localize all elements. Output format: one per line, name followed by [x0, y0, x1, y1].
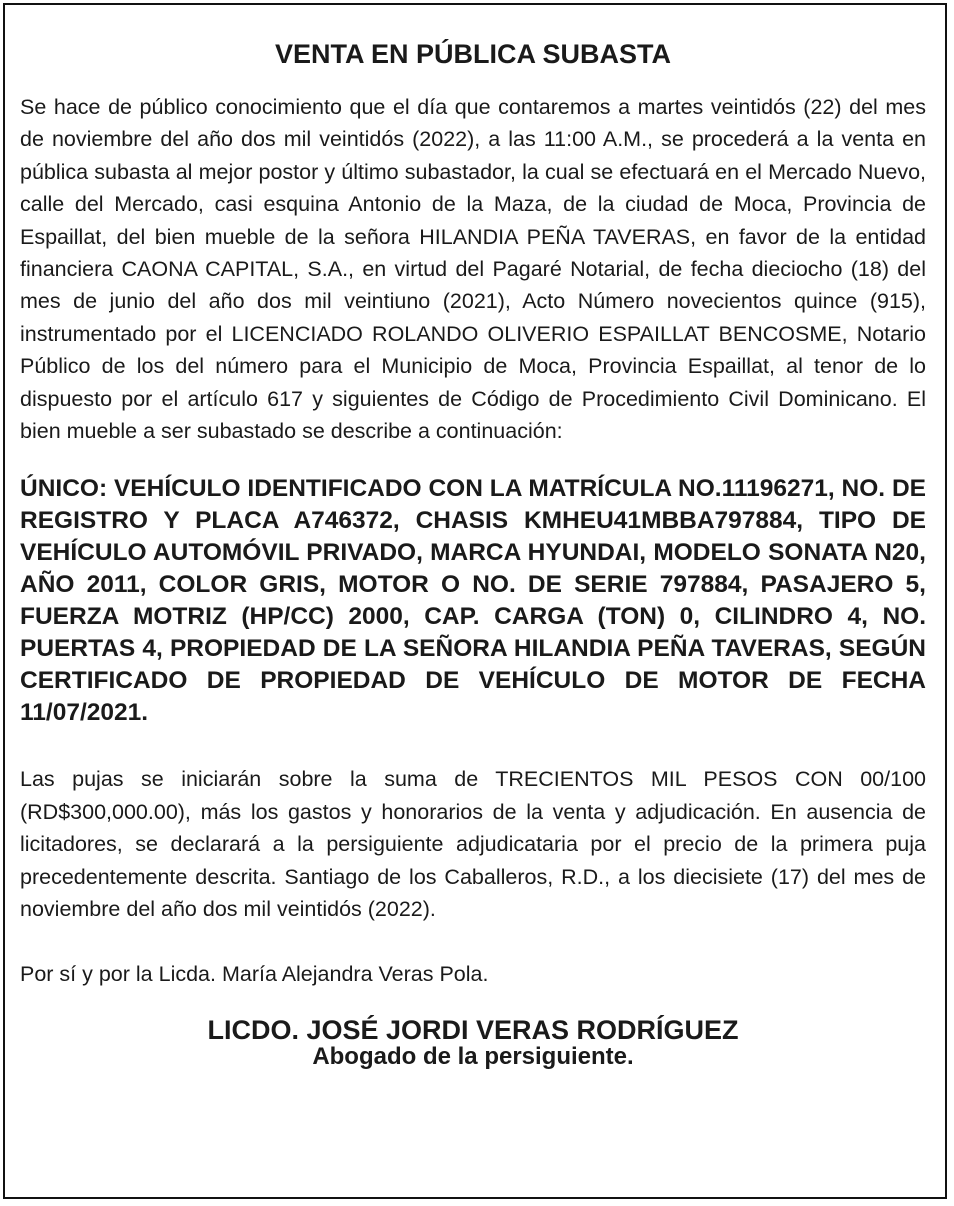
on-behalf-line: Por sí y por la Licda. María Alejandra Veras Pola. — [20, 961, 489, 986]
bidding-paragraph: Las pujas se iniciarán sobre la suma de TRECIENTOS MIL PESOS CON 00/100 (RD$300,000.00), más los gastos y honorarios de la venta y adjudicación. En ausencia de licitadores, se declarará a la persiguiente adjudicataria por el precio de la primera puja precedentemente descrita. Santiago de los Caballeros, R.D., a los diecisiete (17) del mes de noviembre del año dos mil veintidós (2022). — [20, 767, 926, 922]
signatory-name: LICDO. JOSÉ JORDI VERAS RODRÍGUEZ — [207, 1014, 739, 1045]
signature-block — [20, 1016, 926, 1070]
notice-title: VENTA EN PÚBLICA SUBASTA — [274, 39, 671, 69]
notice-content — [20, 34, 926, 1070]
intro-paragraph: Se hace de público conocimiento que el día que contaremos a martes veintidós (22) del mes de noviembre del año dos mil veintidós (2022), a las 11:00 A.M., se procederá a la venta en pública subasta al mejor postor y último subastador, la cual se efectuará en el Mercado Nuevo, calle del Mercado, casi esquina Antonio de la Maza, de la ciudad de Moca, Provincia de Espaillat, del bien mueble de la señora HILANDIA PEÑA TAVERAS, en favor de la entidad financiera CAONA CAPITAL, S.A., en virtud del Pagaré Notarial, de fecha dieciocho (18) del mes de junio del año dos mil veintiuno (2021), Acto Número novecientos quince (915), instrumentado por el LICENCIADO ROLANDO OLIVERIO ESPAILLAT BENCOSME, Notario Público de los del número para el Municipio de Moca, Provincia Espaillat, al tenor de lo dispuesto por el artículo 617 y siguientes de Código de Procedimiento Civil Dominicano. El bien mueble a ser subastado se describe a continuación: — [20, 95, 926, 444]
signatory-role: Abogado de la persiguiente. — [312, 1042, 634, 1070]
vehicle-description: ÚNICO: VEHÍCULO IDENTIFICADO CON LA MATRÍCULA NO.11196271, NO. DE REGISTRO Y PLACA A746372, CHASIS KMHEU41MBBA797884, TIPO DE VEHÍCULO AUTOMÓVIL PRIVADO, MARCA HYUNDAI, MODELO SONATA N20, AÑO 2011, COLOR GRIS, MOTOR O NO. DE SERIE 797884, PASAJERO 5, FUERZA MOTRIZ (HP/CC) 2000, CAP. CARGA (TON) 0, CILINDRO 4, NO. PUERTAS 4, PROPIEDAD DE LA SEÑORA HILANDIA PEÑA TAVERAS, SEGÚN CERTIFICADO DE PROPIEDAD DE VEHÍCULO DE MOTOR DE FECHA 11/07/2021. — [20, 475, 926, 727]
